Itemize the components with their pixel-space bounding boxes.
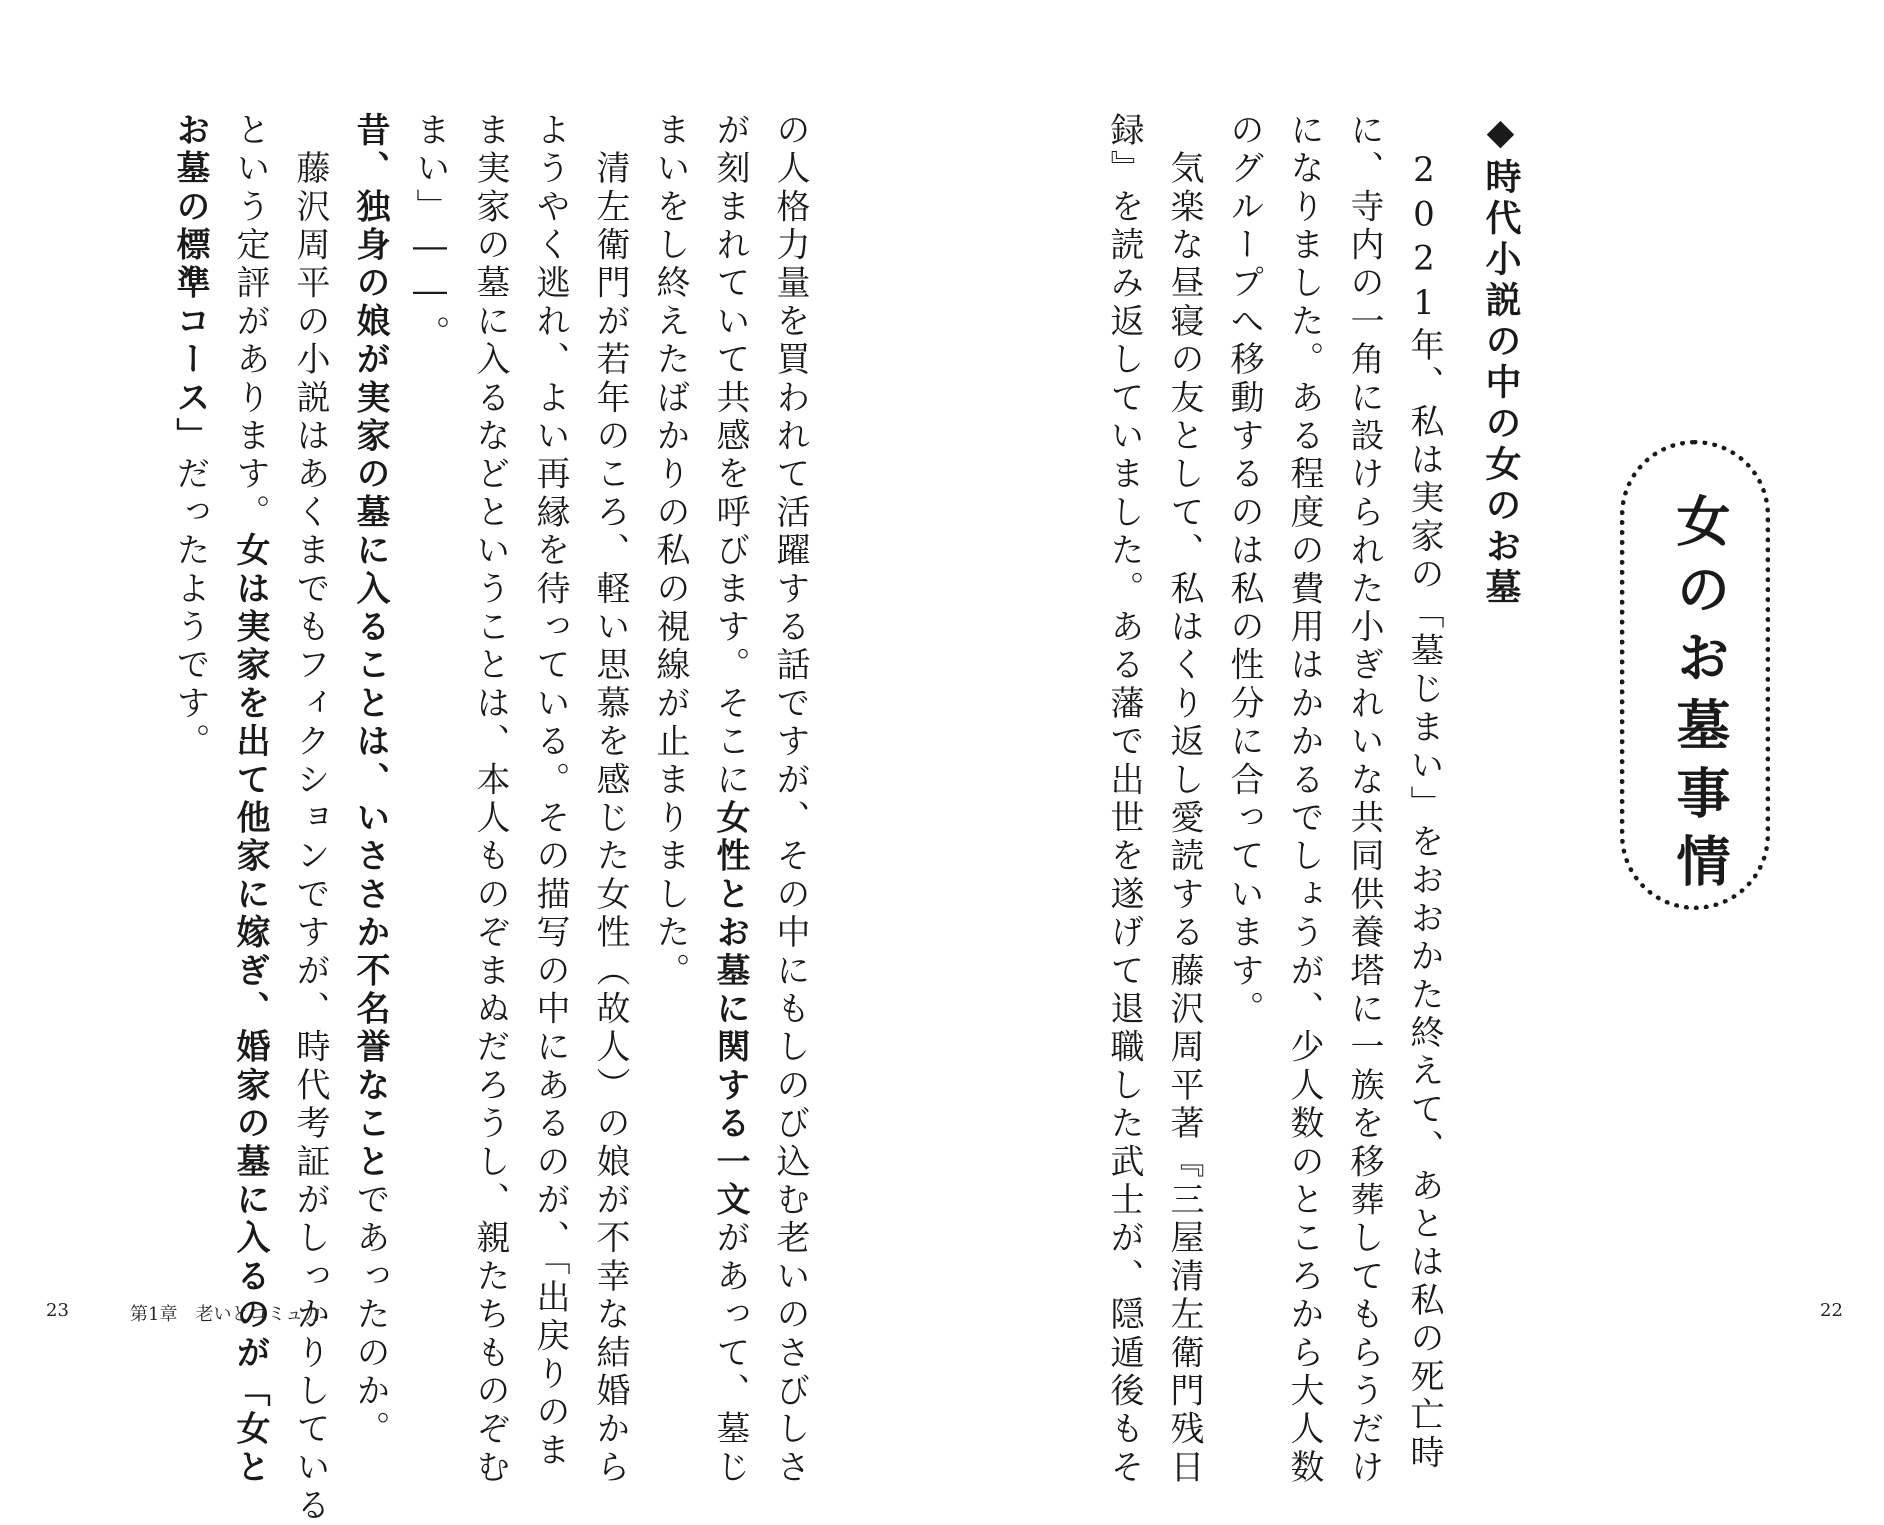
page-number: 22 (1820, 1300, 1843, 1321)
right-page (942, 0, 1884, 1488)
text-column: まいをし終えたばかりの私の視線が止まりました。 (650, 112, 690, 991)
text-column: の人格力量を買われて活躍する話ですが、その中にもしのび込む老いのさびしさ (770, 112, 810, 1488)
running-header: 第1章 老いとコミュ力 (130, 1304, 322, 1325)
text-column: という定評があります。女は実家を出て他家に嫁ぎ、婚家の墓に入るのが「女と (230, 112, 270, 1488)
chapter-title-box (1620, 440, 1770, 910)
text-column: のグループへ移動するのは私の性分に合っています。 (1224, 112, 1264, 1029)
text-column: ようやく逃れ、よい再縁を待っている。その描写の中にあるのが、「出戻りのま (530, 112, 570, 1471)
emphasis-text: 女は実家を出て他家に嫁ぎ、婚家の墓に入るのが「女と (230, 532, 270, 1488)
emphasis-text: 女性とお墓に関する一文 (710, 799, 750, 1220)
text-column: まい」――。 (410, 112, 450, 354)
page-number: 23 (46, 1300, 69, 1321)
chapter-title: 女のお墓事情 (1668, 493, 1731, 901)
text-column: が刻まれていて共感を呼びます。そこに女性とお墓に関する一文があって、墓じ (710, 112, 750, 1488)
text-column: 気楽な昼寝の友として、私はくり返し愛読する藤沢周平著『三屋清左衛門残日 (1164, 112, 1204, 1488)
text-column: になりました。ある程度の費用はかかるでしょうが、少人数のところから大人数 (1284, 112, 1324, 1488)
text-column: ま実家の墓に入るなどということは、本人ものぞまぬだろうし、親たちものぞむ (470, 112, 510, 1488)
emphasis-text: お墓の標準コース」 (170, 112, 210, 456)
text-column: お墓の標準コース」だったようです。 (170, 112, 210, 762)
text-column: 録』を読み返していました。ある藩で出世を遂げて退職した武士が、隠遁後もそ (1104, 112, 1144, 1488)
emphasis-text: 昔、独身の娘が実家の墓に入ることは、いささか不名誉なこと (350, 112, 390, 1182)
text-column: に、寺内の一角に設けられた小ぎれいな共同供養塔に一族を移葬してもらうだけ (1344, 112, 1384, 1488)
text-column: 昔、独身の娘が実家の墓に入ることは、いささか不名誉なことであったのか。 (350, 112, 390, 1450)
section-heading: ◆時代小説の中の女のお墓 (1480, 112, 1521, 609)
text-column: 2021年、私は実家の「墓じまい」をおおかた終えて、あとは私の死亡時 (1404, 112, 1444, 1473)
text-column: 清左衛門が若年のころ、軽い思慕を感じた女性（故人）の娘が不幸な結婚から (590, 112, 630, 1488)
text-column: 藤沢周平の小説はあくまでもフィクションですが、時代考証がしっかりしている (290, 112, 330, 1525)
